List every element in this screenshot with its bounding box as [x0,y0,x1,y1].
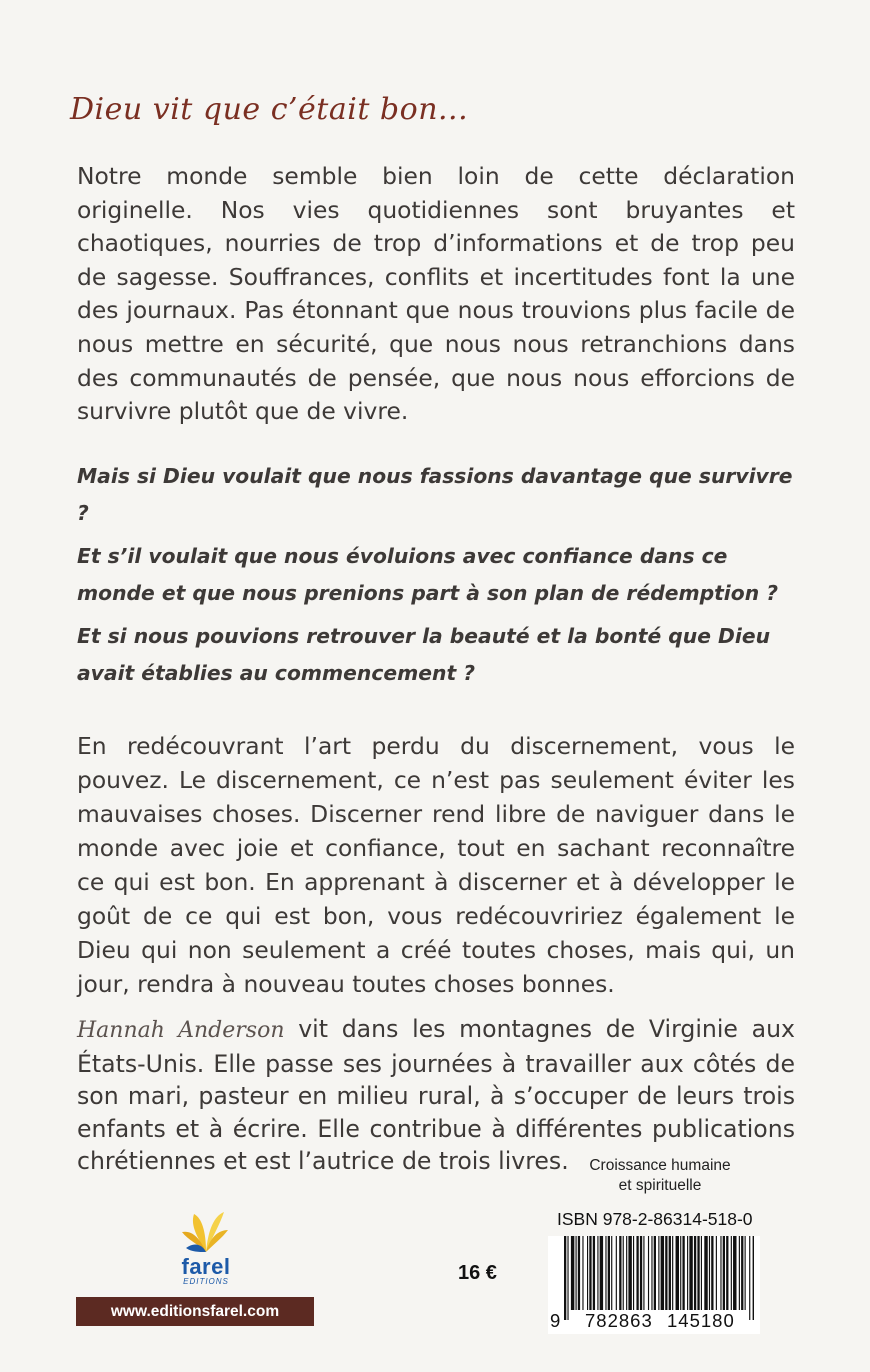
question-3: Et si nous pouvions retrouver la beauté et la bonté que Dieu avait établies au commencement ? [77,624,771,685]
barcode-bar [745,1236,746,1310]
barcode-bar [689,1236,692,1310]
barcode [548,1236,760,1334]
barcode-bar [676,1236,679,1310]
barcode-bar [589,1236,591,1310]
category-line-2: et spirituelle [618,1177,702,1194]
bio-text: vit dans les montagnes de Virginie aux États-Unis. Elle passe ses journées à travailler aux côtés de son mari, pasteur en milieu rural, à s’occuper de leurs trois enfants et à écrire. Elle contribue à différentes publications chrétiennes et est l’autrice de trois livres. [77,1015,795,1175]
farel-logo [168,1208,244,1288]
barcode-bar [716,1236,717,1310]
barcode-bar [616,1236,617,1310]
isbn-number: ISBN 978-2-86314-518-0 [557,1209,753,1229]
author-bio [77,1013,795,1178]
barcode-bar [704,1236,707,1310]
barcode-bar [694,1236,696,1310]
barcode-bar [623,1236,624,1310]
price: 16 € [458,1262,497,1284]
barcode-bar [628,1236,631,1310]
barcode-bar [741,1236,743,1310]
question-2: Et s’il voulait que nous évoluions avec confiance dans ce monde et que nous prenions part à son plan de rédemption ? [77,544,778,605]
barcode-digit-first: 9 [550,1310,561,1331]
barcode-bar [701,1236,702,1310]
barcode-bar [608,1236,610,1310]
intro-paragraph: Notre monde semble bien loin de cette déclaration originelle. Nos vies quotidiennes sont bruyantes et chaotiques, nourries de trop d’informations et de trop peu de sagesse. Souffrances, conflits et incertitudes font la une des journaux. Pas étonnant que nous trouvions plus facile de nous mettre en sécurité, que nous nous retranchions dans des communautés de pensée, que nous nous efforcions de survivre plutôt que de vivre. [77,162,795,426]
barcode-digits-left: 782863 [585,1310,653,1331]
barcode-bar [654,1236,656,1310]
barcode-bar [658,1236,659,1310]
butterfly-icon [168,1208,244,1258]
barcode-bar [711,1236,713,1310]
barcode-bar [648,1236,649,1310]
barcode-bar [720,1236,721,1310]
question-1: Mais si Dieu voulait que nous fassions davantage que survivre ? [77,464,793,525]
publisher-url[interactable]: www.editionsfarel.com [76,1297,314,1326]
barcode-bar [661,1236,664,1310]
barcode-bar [643,1236,644,1310]
barcode-bar [593,1236,595,1310]
barcode-bar [611,1236,612,1310]
barcode-bar [733,1236,736,1310]
category-line-1: Croissance humaine [589,1157,731,1174]
author-name: Hannah Anderson [77,1018,285,1043]
barcode-bar [587,1236,588,1310]
barcode-bar [731,1236,732,1310]
barcode-bar [571,1236,574,1310]
barcode-bar [739,1236,740,1310]
barcode-digits [548,1308,760,1334]
barcode-bar [640,1236,642,1310]
barcode-bar [626,1236,627,1310]
barcode-bar [578,1236,580,1310]
barcode-bar [697,1236,699,1310]
barcode-bar [576,1236,577,1310]
barcode-bar [582,1236,583,1310]
barcode-bar [709,1236,710,1310]
category-label [560,1156,760,1196]
body-paragraph: En redécouvrant l’art perdu du discernement, vous le pouvez. Le discernement, ce n’est pas seulement éviter les mauvaises choses. Discerner rend libre de naviguer dans le monde avec joie et confiance, tout en sachant reconnaître ce qui est bon. En apprenant à discerner et à développer le goût de ce qui est bon, vous redécouvririez également le Dieu qui non seulement a créé toutes choses, mais qui, un jour, rendra à nouveau toutes choses bonnes. [77,732,795,998]
publisher-name: farel [181,1254,231,1279]
barcode-bar [723,1236,725,1310]
barcode-bar [651,1236,652,1310]
barcode-bar [597,1236,598,1310]
barcode-digits-right: 145180 [667,1310,735,1331]
barcode-bar [682,1236,684,1310]
barcode-bar [600,1236,603,1310]
barcode-bar [680,1236,681,1310]
barcode-bar [687,1236,688,1310]
publisher-sub: EDITIONS [183,1277,229,1286]
barcode-bar [672,1236,673,1310]
tagline-title: Dieu vit que c’était bon... [70,92,469,127]
barcode-bar [665,1236,667,1310]
barcode-bar [669,1236,671,1310]
barcode-bar [605,1236,606,1310]
barcode-bar [619,1236,621,1310]
barcode-bar [726,1236,728,1310]
